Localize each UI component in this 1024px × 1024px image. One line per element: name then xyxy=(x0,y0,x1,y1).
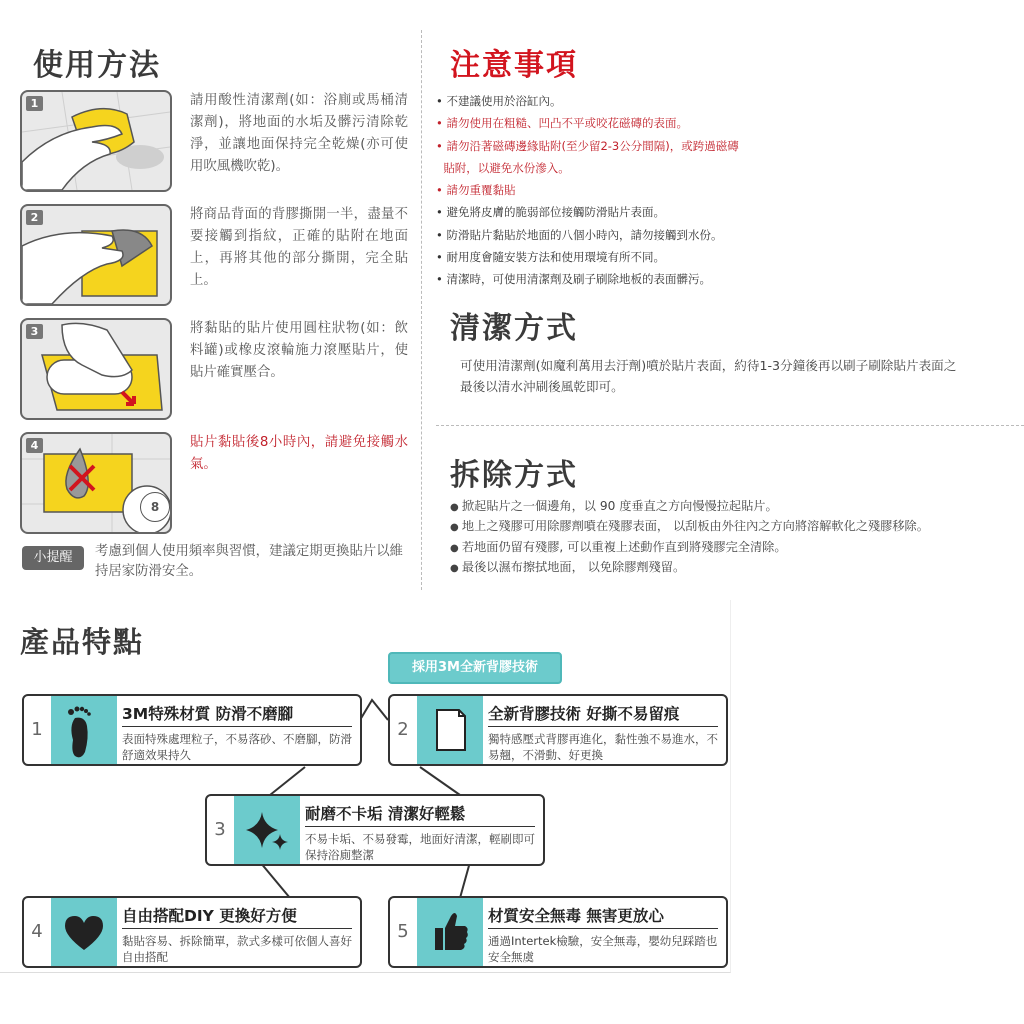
feature-card-2 xyxy=(388,694,728,766)
removal-list xyxy=(450,497,929,579)
feature-title: 自由搭配DIY 更換好方便 xyxy=(122,907,297,925)
cleaning-title: 清潔方式 xyxy=(450,311,578,346)
feature-divider xyxy=(488,928,718,929)
feature-card-3 xyxy=(205,794,545,866)
feature-description: 不易卡垢、不易發霉，地面好清潔，輕刷即可保持浴廁整潔 xyxy=(305,832,535,862)
notes-list xyxy=(436,90,1024,291)
feature-card-5 xyxy=(388,896,728,968)
footprint-icon xyxy=(51,696,117,764)
feature-title: 3M特殊材質 防滑不磨腳 xyxy=(122,705,294,723)
note-item: • 請勿沿著磁磚邊緣貼附(至少留2-3公分間隔)，或跨過磁磚 xyxy=(436,135,1024,157)
clock-hours-badge: 8 xyxy=(140,492,170,522)
thumbs-up-icon xyxy=(417,898,483,966)
feature-divider xyxy=(488,726,718,727)
step-2-illustration xyxy=(20,204,172,306)
removal-item: ● 最後以濕布擦拭地面， 以免除膠劑殘留。 xyxy=(450,558,929,578)
column-divider xyxy=(421,30,422,590)
note-item: • 清潔時，可使用清潔劑及刷子刷除地板的表面髒污。 xyxy=(436,268,1024,290)
removal-item: ● 若地面仍留有殘膠, 可以重複上述動作直到將殘膠完全清除。 xyxy=(450,538,929,558)
step-2-text: 將商品背面的背膠撕開一半，盡量不要接觸到指紋，正確的貼附在地面上，再將其他的部分撕開，完全貼上。 xyxy=(190,207,408,288)
feature-number: 4 xyxy=(31,921,43,942)
note-item: • 耐用度會隨安裝方法和使用環境有所不同。 xyxy=(436,246,1024,268)
feature-number: 1 xyxy=(31,719,43,740)
feature-divider xyxy=(305,826,535,827)
cleaning-line-2: 最後以清水沖刷後風乾即可。 xyxy=(460,379,624,394)
removal-item: ● 地上之殘膠可用除膠劑噴在殘膠表面， 以刮板由外往內之方向將溶解軟化之殘膠移除。 xyxy=(450,517,929,537)
step-1-illustration xyxy=(20,90,172,192)
feature-description: 通過Intertek檢驗，安全無毒，嬰幼兒踩踏也安全無虞 xyxy=(488,934,718,964)
feature-description: 表面特殊處理粒子，不易落砂、不磨腳，防滑舒適效果持久 xyxy=(122,732,352,762)
removal-title: 拆除方式 xyxy=(450,458,578,493)
feature-title: 全新背膠技術 好撕不易留痕 xyxy=(488,705,680,723)
feature-number: 5 xyxy=(397,921,409,942)
feature-number: 3 xyxy=(214,819,226,840)
heart-icon xyxy=(51,898,117,966)
feature-card-4 xyxy=(22,896,362,968)
step-4-illustration xyxy=(20,432,172,534)
features-title: 產品特點 xyxy=(20,625,145,659)
tip-text: 考慮到個人使用頻率與習慣，建議定期更換貼片以維持居家防滑安全。 xyxy=(95,544,403,579)
step-1-text: 請用酸性清潔劑(如：浴廁或馬桶清潔劑)，將地面的水垢及髒污清除乾淨，並讓地面保持完全乾燥(亦可使用吹風機吹乾)。 xyxy=(190,93,408,174)
note-item: • 防滑貼片黏貼於地面的八個小時內，請勿接觸到水份。 xyxy=(436,224,1024,246)
step-3-text: 將黏貼的貼片使用圓柱狀物(如：飲料罐)或橡皮滾輪施力滾壓貼片，使貼片確實壓合。 xyxy=(190,321,408,380)
note-item: • 請勿重覆黏貼 xyxy=(436,179,1024,201)
hand-wiping-icon xyxy=(22,92,170,190)
usage-title: 使用方法 xyxy=(33,48,161,83)
step-number: 4 xyxy=(26,438,43,453)
notes-title: 注意事項 xyxy=(450,48,578,83)
feature-description: 黏貼容易、拆除簡單，款式多樣可依個人喜好自由搭配 xyxy=(122,934,352,964)
technology-tag: 採用3M全新背膠技術 xyxy=(388,652,562,684)
roller-press-icon xyxy=(22,320,170,418)
step-number: 1 xyxy=(26,96,43,111)
cleaning-text xyxy=(460,355,1024,397)
cleaning-line-1: 可使用清潔劑(如魔利萬用去汙劑)噴於貼片表面，約待1-3分鐘後再以刷子刷除貼片表面之 xyxy=(460,358,957,373)
step-number: 2 xyxy=(26,210,43,225)
feature-divider xyxy=(122,928,352,929)
feature-title: 材質安全無毒 無害更放心 xyxy=(488,907,664,925)
step-4-text: 貼片黏貼後8小時內，請避免接觸水氣。 xyxy=(190,435,408,472)
note-item: • 請勿使用在粗糙、凹凸不平或咬花磁磚的表面。 xyxy=(436,112,1024,134)
step-3-illustration xyxy=(20,318,172,420)
sparkle-icon xyxy=(234,796,300,864)
feature-number: 2 xyxy=(397,719,409,740)
note-item: • 避免將皮膚的脆弱部位接觸防滑貼片表面。 xyxy=(436,201,1024,223)
section-divider xyxy=(436,425,1024,426)
step-number: 3 xyxy=(26,324,43,339)
document-icon xyxy=(417,696,483,764)
note-item: 貼附，以避免水份滲入。 xyxy=(443,160,570,175)
note-item: • 不建議使用於浴缸內。 xyxy=(436,90,1024,112)
peel-backing-icon xyxy=(22,206,170,304)
feature-card-1 xyxy=(22,694,362,766)
feature-title: 耐磨不卡垢 清潔好輕鬆 xyxy=(305,805,466,823)
tip-label: 小提醒 xyxy=(22,546,84,570)
removal-item: ● 掀起貼片之一個邊角，以 90 度垂直之方向慢慢拉起貼片。 xyxy=(450,497,929,517)
feature-description: 獨特感壓式背膠再進化，黏性強不易進水，不易翹，不滑動、好更換 xyxy=(488,732,718,762)
feature-divider xyxy=(122,726,352,727)
